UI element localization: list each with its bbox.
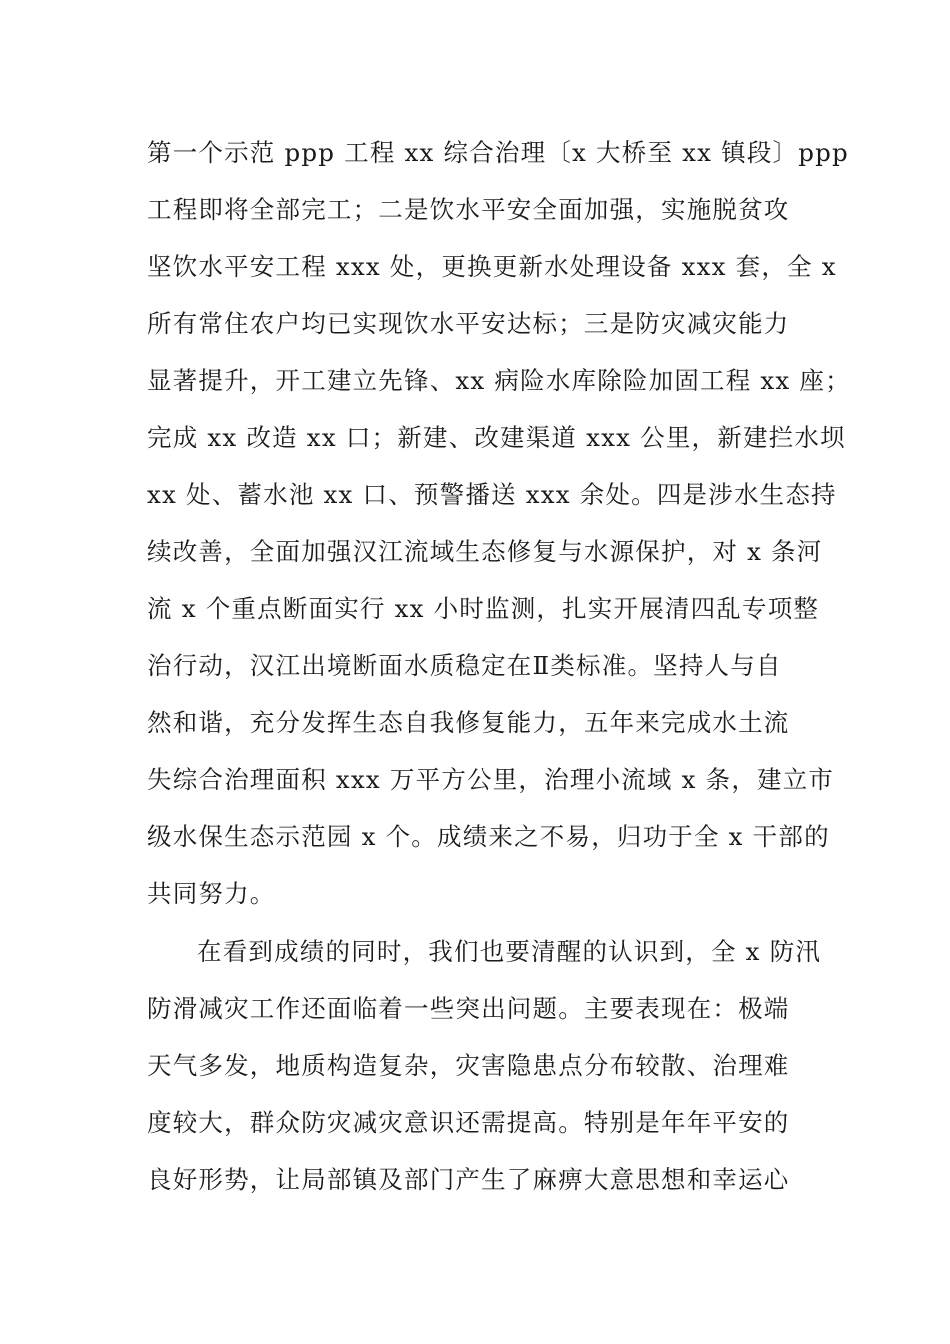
- text-line: 防滑减灾工作还面临着一些突出问题。主要表现在：极端: [147, 994, 790, 1023]
- paragraph-first-line: 在看到成绩的同时，我们也要清醒的认识到，全 x 防汛: [197, 937, 822, 966]
- text-line: 工程即将全部完工；二是饮水平安全面加强，实施脱贫攻: [147, 195, 790, 224]
- text-line: 坚饮水平安工程 xxx 处，更换更新水处理设备 xxx 套，全 x: [147, 252, 837, 281]
- text-line: 度较大，群众防灾减灾意识还需提高。特别是年年平安的: [147, 1108, 790, 1137]
- text-line: 然和谐，充分发挥生态自我修复能力，五年来完成水土流: [147, 708, 790, 737]
- text-line: 完成 xx 改造 xx 口；新建、改建渠道 xxx 公里，新建拦水坝: [147, 423, 846, 452]
- text-line: 续改善，全面加强汉江流域生态修复与水源保护，对 x 条河: [147, 537, 823, 566]
- text-line: 失综合治理面积 xxx 万平方公里，治理小流域 x 条，建立市: [147, 765, 835, 794]
- text-line: 天气多发，地质构造复杂，灾害隐患点分布较散、治理难: [147, 1051, 790, 1080]
- text-line: 显著提升，开工建立先锋、xx 病险水库除险加固工程 xx 座；: [147, 366, 851, 395]
- text-line: 流 x 个重点断面实行 xx 小时监测，扎实开展清四乱专项整: [147, 594, 820, 623]
- text-line: 所有常住农户均已实现饮水平安达标；三是防灾减灾能力: [147, 309, 790, 338]
- text-line: xx 处、蓄水池 xx 口、预警播送 xxx 余处。四是涉水生态持: [147, 480, 837, 509]
- text-line: 治行动，汉江出境断面水质稳定在Ⅱ类标准。坚持人与自: [147, 651, 782, 680]
- text-line: 级水保生态示范园 x 个。成绩来之不易，归功于全 x 干部的: [147, 822, 830, 851]
- text-line: 共同努力。: [147, 879, 276, 908]
- text-line: 良好形势，让局部镇及部门产生了麻痹大意思想和幸运心: [147, 1165, 790, 1194]
- text-line: 第一个示范 ppp 工程 xx 综合治理〔x 大桥至 xx 镇段〕ppp: [147, 138, 849, 167]
